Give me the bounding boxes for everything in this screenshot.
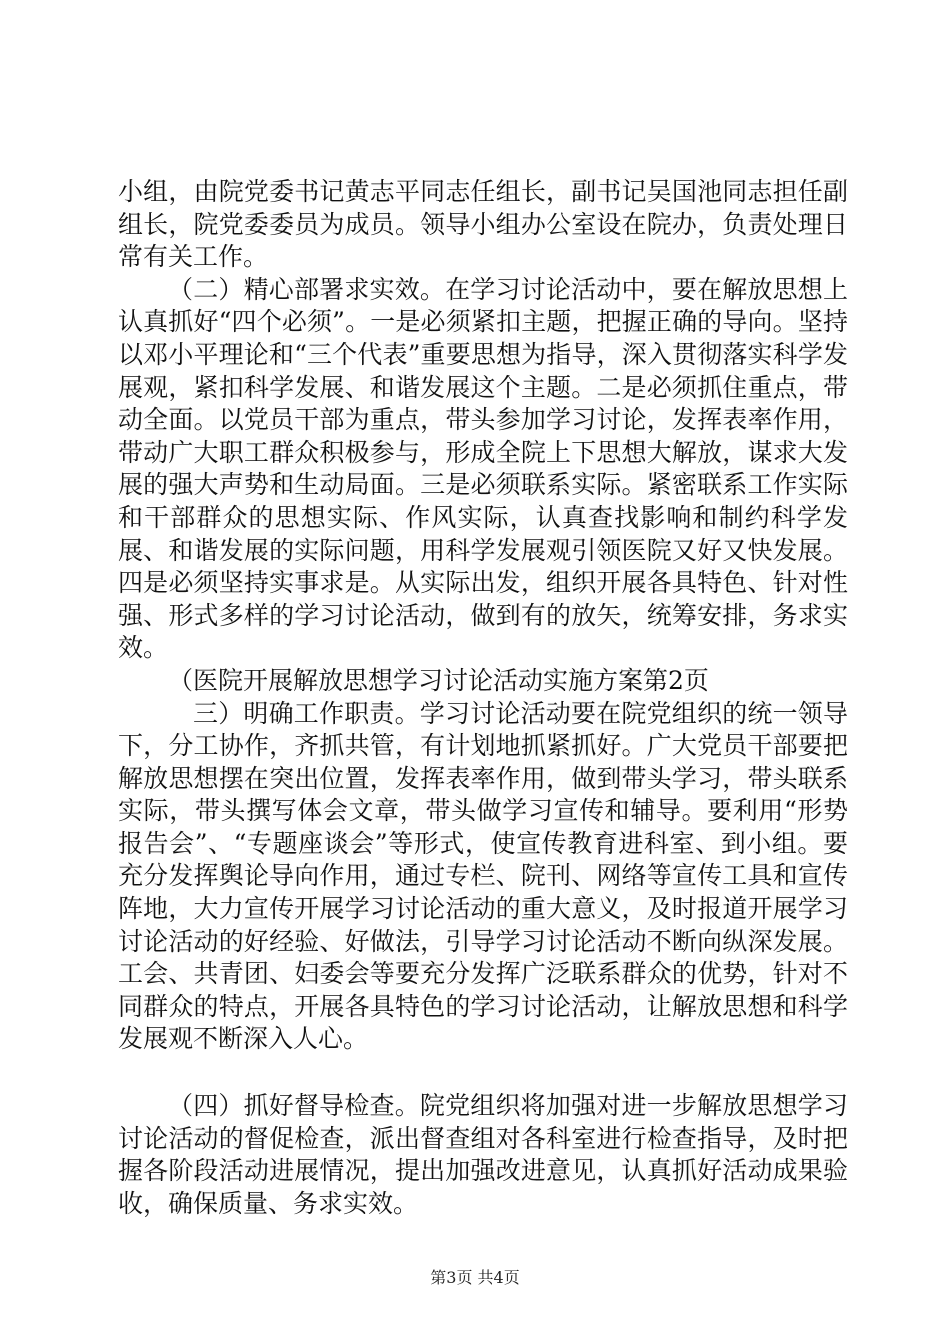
paragraph-section-four: （四）抓好督导检查。院党组织将加强对进一步解放思想学习讨论活动的督促检查，派出督查组对各科室进行检查指导，及时把握各阶段活动进展情况，提出加强改进意见，认真抓好活动成果验收，确保质量、务求实效。 bbox=[118, 1091, 848, 1218]
paragraph-leadership-group: 小组，由院党委书记黄志平同志任组长，副书记吴国池同志担任副组长，院党委委员为成员。领导小组办公室设在院办，负责处理日常有关工作。 bbox=[118, 177, 848, 272]
paragraph-section-two: （二）精心部署求实效。在学习讨论活动中，要在解放思想上认真抓好“四个必须”。一是必须紧扣主题，把握正确的导向。坚持以邓小平理论和“三个代表”重要思想为指导，深入贯彻落实科学发展观，紧扣科学发展、和谐发展这个主题。二是必须抓住重点，带动全面。以党员干部为重点，带头参加学习讨论，发挥表率作用，带动广大职工群众积极参与，形成全院上下思想大解放，谋求大发展的强大声势和生动局面。三是必须联系实际。紧密联系工作实际和干部群众的思想实际、作风实际，认真查找影响和制约科学发展、和谐发展的实际问题，用科学发展观引领医院又好又快发展。四是必须坚持实事求是。从实际出发，组织开展各具特色、针对性强、形式多样的学习讨论活动，做到有的放矢，统筹安排，务求实效。 bbox=[118, 274, 848, 663]
page-footer: 第3页 共4页 bbox=[430, 1268, 520, 1287]
paragraph-page-reference: （医院开展解放思想学习讨论活动实施方案第2页 bbox=[168, 665, 709, 695]
document-body bbox=[118, 176, 848, 1220]
paragraph-section-three: 三）明确工作职责。学习讨论活动要在院党组织的统一领导下，分工协作，齐抓共管，有计划地抓紧抓好。广大党员干部要把解放思想摆在突出位置，发挥表率作用，做到带头学习，带头联系实际，带头撰写体会文章，带头做学习宣传和辅导。要利用“形势报告会”、“专题座谈会”等形式，使宣传教育进科室、到小组。要充分发挥舆论导向作用，通过专栏、院刊、网络等宣传工具和宣传阵地，大力宣传开展学习讨论活动的重大意义，及时报道开展学习讨论活动的好经验、好做法，引导学习讨论活动不断向纵深发展。工会、共青团、妇委会等要充分发挥广泛联系群众的优势，针对不同群众的特点，开展各具特色的学习讨论活动，让解放思想和科学发展观不断深入人心。 bbox=[118, 698, 848, 1054]
